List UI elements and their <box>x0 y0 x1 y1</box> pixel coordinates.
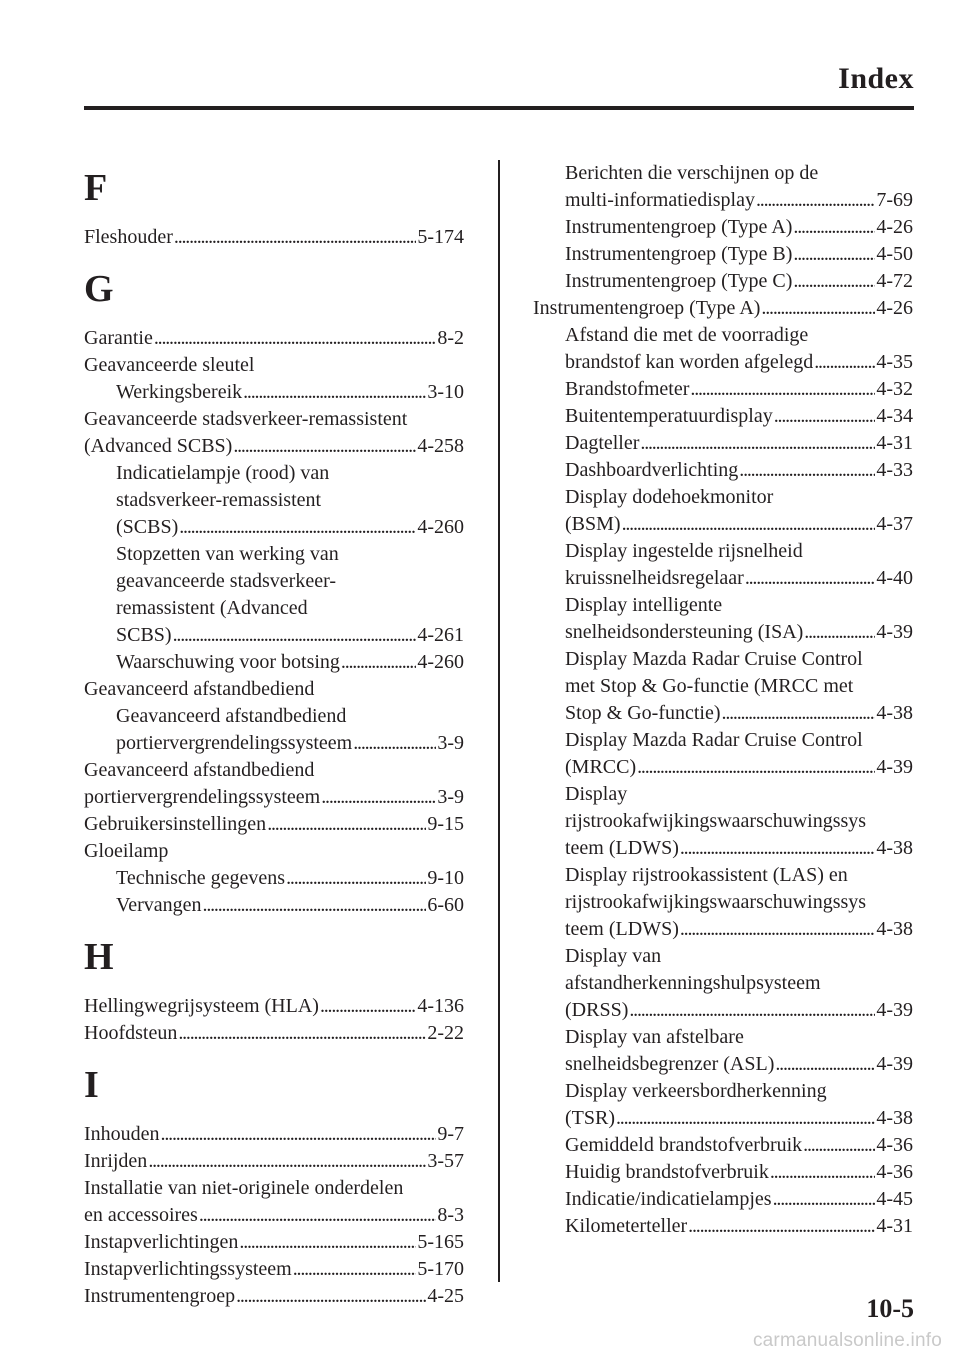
leader-dots <box>179 514 416 541</box>
index-subentry-text: Geavanceerd afstandbediend <box>116 705 347 727</box>
index-entry <box>84 1020 464 1047</box>
index-subentry <box>533 430 913 457</box>
entry-page-ref[interactable]: 9-10 <box>427 867 464 889</box>
leader-dots <box>688 1213 875 1240</box>
index-subentry-text: remassistent (Advanced <box>116 597 308 619</box>
leader-dots <box>148 1148 426 1175</box>
leader-dots <box>793 268 875 295</box>
leader-dots <box>756 187 875 214</box>
leader-dots <box>178 1020 426 1047</box>
page-number: 10-5 <box>866 1294 914 1323</box>
index-entry-text: Gloeilamp <box>84 840 169 862</box>
entry-label: (SCBS) <box>116 516 179 538</box>
entry-page-ref[interactable]: 4-25 <box>427 1285 464 1307</box>
index-subentry-text: Display Mazda Radar Cruise Control <box>565 648 863 670</box>
index-subentry <box>533 1132 913 1159</box>
section-letter: H <box>84 936 114 978</box>
index-subentry <box>84 649 464 676</box>
entry-label: Hellingwegrijsysteem (HLA) <box>84 995 319 1017</box>
index-entry <box>84 1202 464 1229</box>
entry-page-ref[interactable]: 4-31 <box>876 432 913 454</box>
entry-page-ref[interactable]: 4-35 <box>876 351 913 373</box>
index-subentry-text: stadsverkeer-remassistent <box>116 489 322 511</box>
index-subentry-text: afstandherkenningshulpsysteem <box>565 972 821 994</box>
index-entry-text: Geavanceerde stadsverkeer-remassistent <box>84 408 408 430</box>
entry-label: SCBS) <box>116 624 172 646</box>
leader-dots <box>174 224 416 251</box>
entry-page-ref[interactable]: 6-60 <box>427 894 464 916</box>
entry-page-ref[interactable]: 4-39 <box>876 756 913 778</box>
index-subentry <box>533 1159 913 1186</box>
entry-page-ref[interactable]: 3-10 <box>427 381 464 403</box>
index-subentry-text: Display dodehoekmonitor <box>565 486 774 508</box>
leader-dots <box>154 325 436 352</box>
entry-page-ref[interactable]: 4-39 <box>876 999 913 1021</box>
index-subentry <box>84 379 464 406</box>
index-subentry <box>84 622 464 649</box>
index-subentry-text: rijstrookafwijkingswaarschuwingssys <box>565 810 867 832</box>
index-subentry-text: Display intelligente <box>565 594 723 616</box>
entry-label: (TSR) <box>565 1107 615 1129</box>
entry-label: Inhouden <box>84 1123 160 1145</box>
entry-page-ref[interactable]: 2-22 <box>427 1022 464 1044</box>
entry-label: Waarschuwing voor botsing <box>116 651 340 673</box>
leader-dots <box>745 565 876 592</box>
index-subentry <box>533 376 913 403</box>
index-subentry <box>84 892 464 919</box>
entry-page-ref[interactable]: 4-50 <box>876 243 913 265</box>
index-subentry <box>533 457 913 484</box>
entry-label: Werkingsbereik <box>116 381 243 403</box>
index-entry <box>84 1148 464 1175</box>
index-subentry-text: rijstrookafwijkingswaarschuwingssys <box>565 891 867 913</box>
index-subentry <box>533 403 913 430</box>
entry-page-ref[interactable]: 9-7 <box>437 1123 464 1145</box>
entry-page-ref[interactable]: 5-165 <box>417 1231 464 1253</box>
index-subentry <box>533 565 913 592</box>
entry-page-ref[interactable]: 4-34 <box>876 405 913 427</box>
index-subentry <box>533 241 913 268</box>
leader-dots <box>243 379 426 406</box>
entry-label: portiervergrendelingssysteem <box>84 786 321 808</box>
page-header-title: Index <box>838 62 914 95</box>
index-subentry <box>533 1051 913 1078</box>
entry-page-ref[interactable]: 8-3 <box>437 1204 464 1226</box>
entry-label: Inrijden <box>84 1150 148 1172</box>
entry-page-ref[interactable]: 4-261 <box>417 624 464 646</box>
entry-label: Brandstofmeter <box>565 378 690 400</box>
entry-page-ref[interactable]: 4-258 <box>417 435 464 457</box>
entry-label: multi-informatiedisplay <box>565 189 755 211</box>
entry-page-ref[interactable]: 3-9 <box>437 732 464 754</box>
index-column-right <box>533 160 913 1240</box>
leader-dots <box>637 754 875 781</box>
index-entry <box>84 811 464 838</box>
leader-dots <box>739 457 875 484</box>
entry-label: (DRSS) <box>565 999 629 1021</box>
entry-label: Buitentemperatuurdisplay <box>565 405 773 427</box>
entry-page-ref[interactable]: 4-45 <box>876 1188 913 1210</box>
index-subentry <box>533 268 913 295</box>
entry-label: Instapverlichtingen <box>84 1231 239 1253</box>
index-subentry <box>533 1186 913 1213</box>
index-subentry-text: Display van <box>565 945 662 967</box>
leader-dots <box>773 1186 876 1213</box>
entry-label: Instapverlichtingssysteem <box>84 1258 292 1280</box>
index-subentry <box>84 514 464 541</box>
leader-dots <box>774 403 876 430</box>
entry-label: (Advanced SCBS) <box>84 435 233 457</box>
index-subentry-text: Display Mazda Radar Cruise Control <box>565 729 863 751</box>
index-entry <box>84 784 464 811</box>
index-entry-text: Geavanceerd afstandbediend <box>84 759 315 781</box>
section-letter: I <box>84 1064 99 1106</box>
entry-label: brandstof kan worden afgelegd <box>565 351 814 373</box>
entry-page-ref[interactable]: 4-136 <box>417 995 464 1017</box>
leader-dots <box>239 1229 416 1256</box>
leader-dots <box>320 993 416 1020</box>
index-subentry-text: Display verkeersbordherkenning <box>565 1080 827 1102</box>
entry-label: (BSM) <box>565 513 621 535</box>
entry-label: Technische gegevens <box>116 867 286 889</box>
index-subentry <box>533 700 913 727</box>
index-entry <box>84 1229 464 1256</box>
entry-label: Instrumentengroep (Type A) <box>565 216 793 238</box>
entry-page-ref[interactable]: 4-33 <box>876 459 913 481</box>
index-subentry-text: Display van afstelbare <box>565 1026 744 1048</box>
entry-page-ref[interactable]: 5-170 <box>417 1258 464 1280</box>
leader-dots <box>770 1159 875 1186</box>
index-subentry <box>533 619 913 646</box>
entry-page-ref[interactable]: 3-57 <box>427 1150 464 1172</box>
index-subentry <box>533 1213 913 1240</box>
section-letter: G <box>84 268 114 310</box>
leader-dots <box>722 700 876 727</box>
entry-page-ref[interactable]: 4-32 <box>876 378 913 400</box>
entry-label: Vervangen <box>116 894 202 916</box>
entry-page-ref[interactable]: 7-69 <box>876 189 913 211</box>
leader-dots <box>814 349 875 376</box>
index-subentry-text: Indicatielampje (rood) van <box>116 462 330 484</box>
index-subentry-text: geavanceerde stadsverkeer- <box>116 570 337 592</box>
leader-dots <box>173 622 417 649</box>
index-entry <box>533 295 913 322</box>
leader-dots <box>622 511 876 538</box>
index-subentry <box>533 754 913 781</box>
entry-page-ref[interactable]: 4-26 <box>876 216 913 238</box>
leader-dots <box>321 784 436 811</box>
index-subentry-text: Display ingestelde rijsnelheid <box>565 540 803 562</box>
leader-dots <box>353 730 436 757</box>
entry-page-ref[interactable]: 8-2 <box>437 327 464 349</box>
leader-dots <box>803 1132 875 1159</box>
leader-dots <box>616 1105 875 1132</box>
index-entry-text: Installatie van niet-originele onderdelen <box>84 1177 404 1199</box>
entry-label: Garantie <box>84 327 153 349</box>
entry-page-ref[interactable]: 4-72 <box>876 270 913 292</box>
entry-page-ref[interactable]: 5-174 <box>417 226 464 248</box>
watermark: carmanualsonline.info <box>752 1330 942 1351</box>
entry-page-ref[interactable]: 4-36 <box>876 1134 913 1156</box>
entry-page-ref[interactable]: 4-40 <box>876 567 913 589</box>
entry-label: teem (LDWS) <box>565 837 679 859</box>
column-divider <box>498 160 500 1282</box>
entry-label: Hoofdsteun <box>84 1022 178 1044</box>
leader-dots <box>293 1256 417 1283</box>
entry-page-ref[interactable]: 4-260 <box>417 516 464 538</box>
index-entry <box>84 224 464 251</box>
index-subentry <box>84 865 464 892</box>
entry-label: Indicatie/indicatielampjes <box>565 1188 772 1210</box>
leader-dots <box>233 433 416 460</box>
index-subentry <box>533 997 913 1024</box>
index-entry <box>84 1121 464 1148</box>
entry-page-ref[interactable]: 4-260 <box>417 651 464 673</box>
index-subentry <box>533 187 913 214</box>
entry-label: Dashboardverlichting <box>565 459 739 481</box>
section-letter: F <box>84 167 108 209</box>
entry-label: Huidig brandstofverbruik <box>565 1161 769 1183</box>
leader-dots <box>775 1051 875 1078</box>
entry-label: snelheidsbegrenzer (ASL) <box>565 1053 775 1075</box>
entry-label: en accessoires <box>84 1204 198 1226</box>
index-entry-text: Geavanceerd afstandbediend <box>84 678 315 700</box>
leader-dots <box>267 811 426 838</box>
index-entry <box>84 433 464 460</box>
entry-label: Gebruikersinstellingen <box>84 813 267 835</box>
entry-page-ref[interactable]: 4-38 <box>876 837 913 859</box>
entry-label: Instrumentengroep <box>84 1285 236 1307</box>
index-subentry <box>533 835 913 862</box>
index-subentry <box>84 730 464 757</box>
entry-page-ref[interactable]: 4-39 <box>876 621 913 643</box>
leader-dots <box>690 376 875 403</box>
leader-dots <box>793 241 875 268</box>
index-subentry <box>533 511 913 538</box>
index-subentry-text: Afstand die met de voorradige <box>565 324 809 346</box>
entry-label: portiervergrendelingssysteem <box>116 732 353 754</box>
index-entry-text: Geavanceerde sleutel <box>84 354 255 376</box>
index-subentry <box>533 349 913 376</box>
index-subentry-text: met Stop & Go-functie (MRCC met <box>565 675 854 697</box>
entry-label: Gemiddeld brandstofverbruik <box>565 1134 803 1156</box>
index-subentry-text: Display rijstrookassistent (LAS) en <box>565 864 848 886</box>
entry-page-ref[interactable]: 4-39 <box>876 1053 913 1075</box>
index-subentry <box>533 916 913 943</box>
index-subentry-text: Berichten die verschijnen op de <box>565 162 819 184</box>
leader-dots <box>640 430 875 457</box>
entry-label: Instrumentengroep (Type A) <box>533 297 761 319</box>
leader-dots <box>236 1283 426 1310</box>
index-subentry <box>533 214 913 241</box>
leader-dots <box>161 1121 437 1148</box>
leader-dots <box>629 997 875 1024</box>
entry-label: teem (LDWS) <box>565 918 679 940</box>
entry-page-ref[interactable]: 4-38 <box>876 918 913 940</box>
leader-dots <box>286 865 426 892</box>
index-entry <box>84 1256 464 1283</box>
entry-label: Dagteller <box>565 432 640 454</box>
entry-label: Stop & Go-functie) <box>565 702 721 724</box>
index-subentry <box>533 1105 913 1132</box>
entry-page-ref[interactable]: 4-37 <box>876 513 913 535</box>
entry-label: snelheidsondersteuning (ISA) <box>565 621 804 643</box>
leader-dots <box>203 892 427 919</box>
index-column-left <box>84 160 464 1310</box>
entry-page-ref[interactable]: 4-36 <box>876 1161 913 1183</box>
entry-page-ref[interactable]: 3-9 <box>437 786 464 808</box>
leader-dots <box>761 295 875 322</box>
index-subentry-text: Display <box>565 783 628 805</box>
entry-label: Fleshouder <box>84 226 173 248</box>
entry-page-ref[interactable]: 4-26 <box>876 297 913 319</box>
entry-page-ref[interactable]: 4-38 <box>876 1107 913 1129</box>
index-entry <box>84 325 464 352</box>
leader-dots <box>199 1202 437 1229</box>
leader-dots <box>341 649 416 676</box>
leader-dots <box>804 619 875 646</box>
entry-page-ref[interactable]: 4-31 <box>876 1215 913 1237</box>
entry-page-ref[interactable]: 9-15 <box>427 813 464 835</box>
leader-dots <box>680 916 875 943</box>
entry-label: kruissnelheidsregelaar <box>565 567 744 589</box>
entry-label: (MRCC) <box>565 756 637 778</box>
entry-label: Kilometerteller <box>565 1215 688 1237</box>
index-subentry-text: Stopzetten van werking van <box>116 543 339 565</box>
index-entry <box>84 1283 464 1310</box>
leader-dots <box>680 835 875 862</box>
entry-label: Instrumentengroep (Type C) <box>565 270 793 292</box>
header-rule <box>84 106 914 110</box>
index-entry <box>84 993 464 1020</box>
leader-dots <box>793 214 875 241</box>
entry-label: Instrumentengroep (Type B) <box>565 243 793 265</box>
entry-page-ref[interactable]: 4-38 <box>876 702 913 724</box>
